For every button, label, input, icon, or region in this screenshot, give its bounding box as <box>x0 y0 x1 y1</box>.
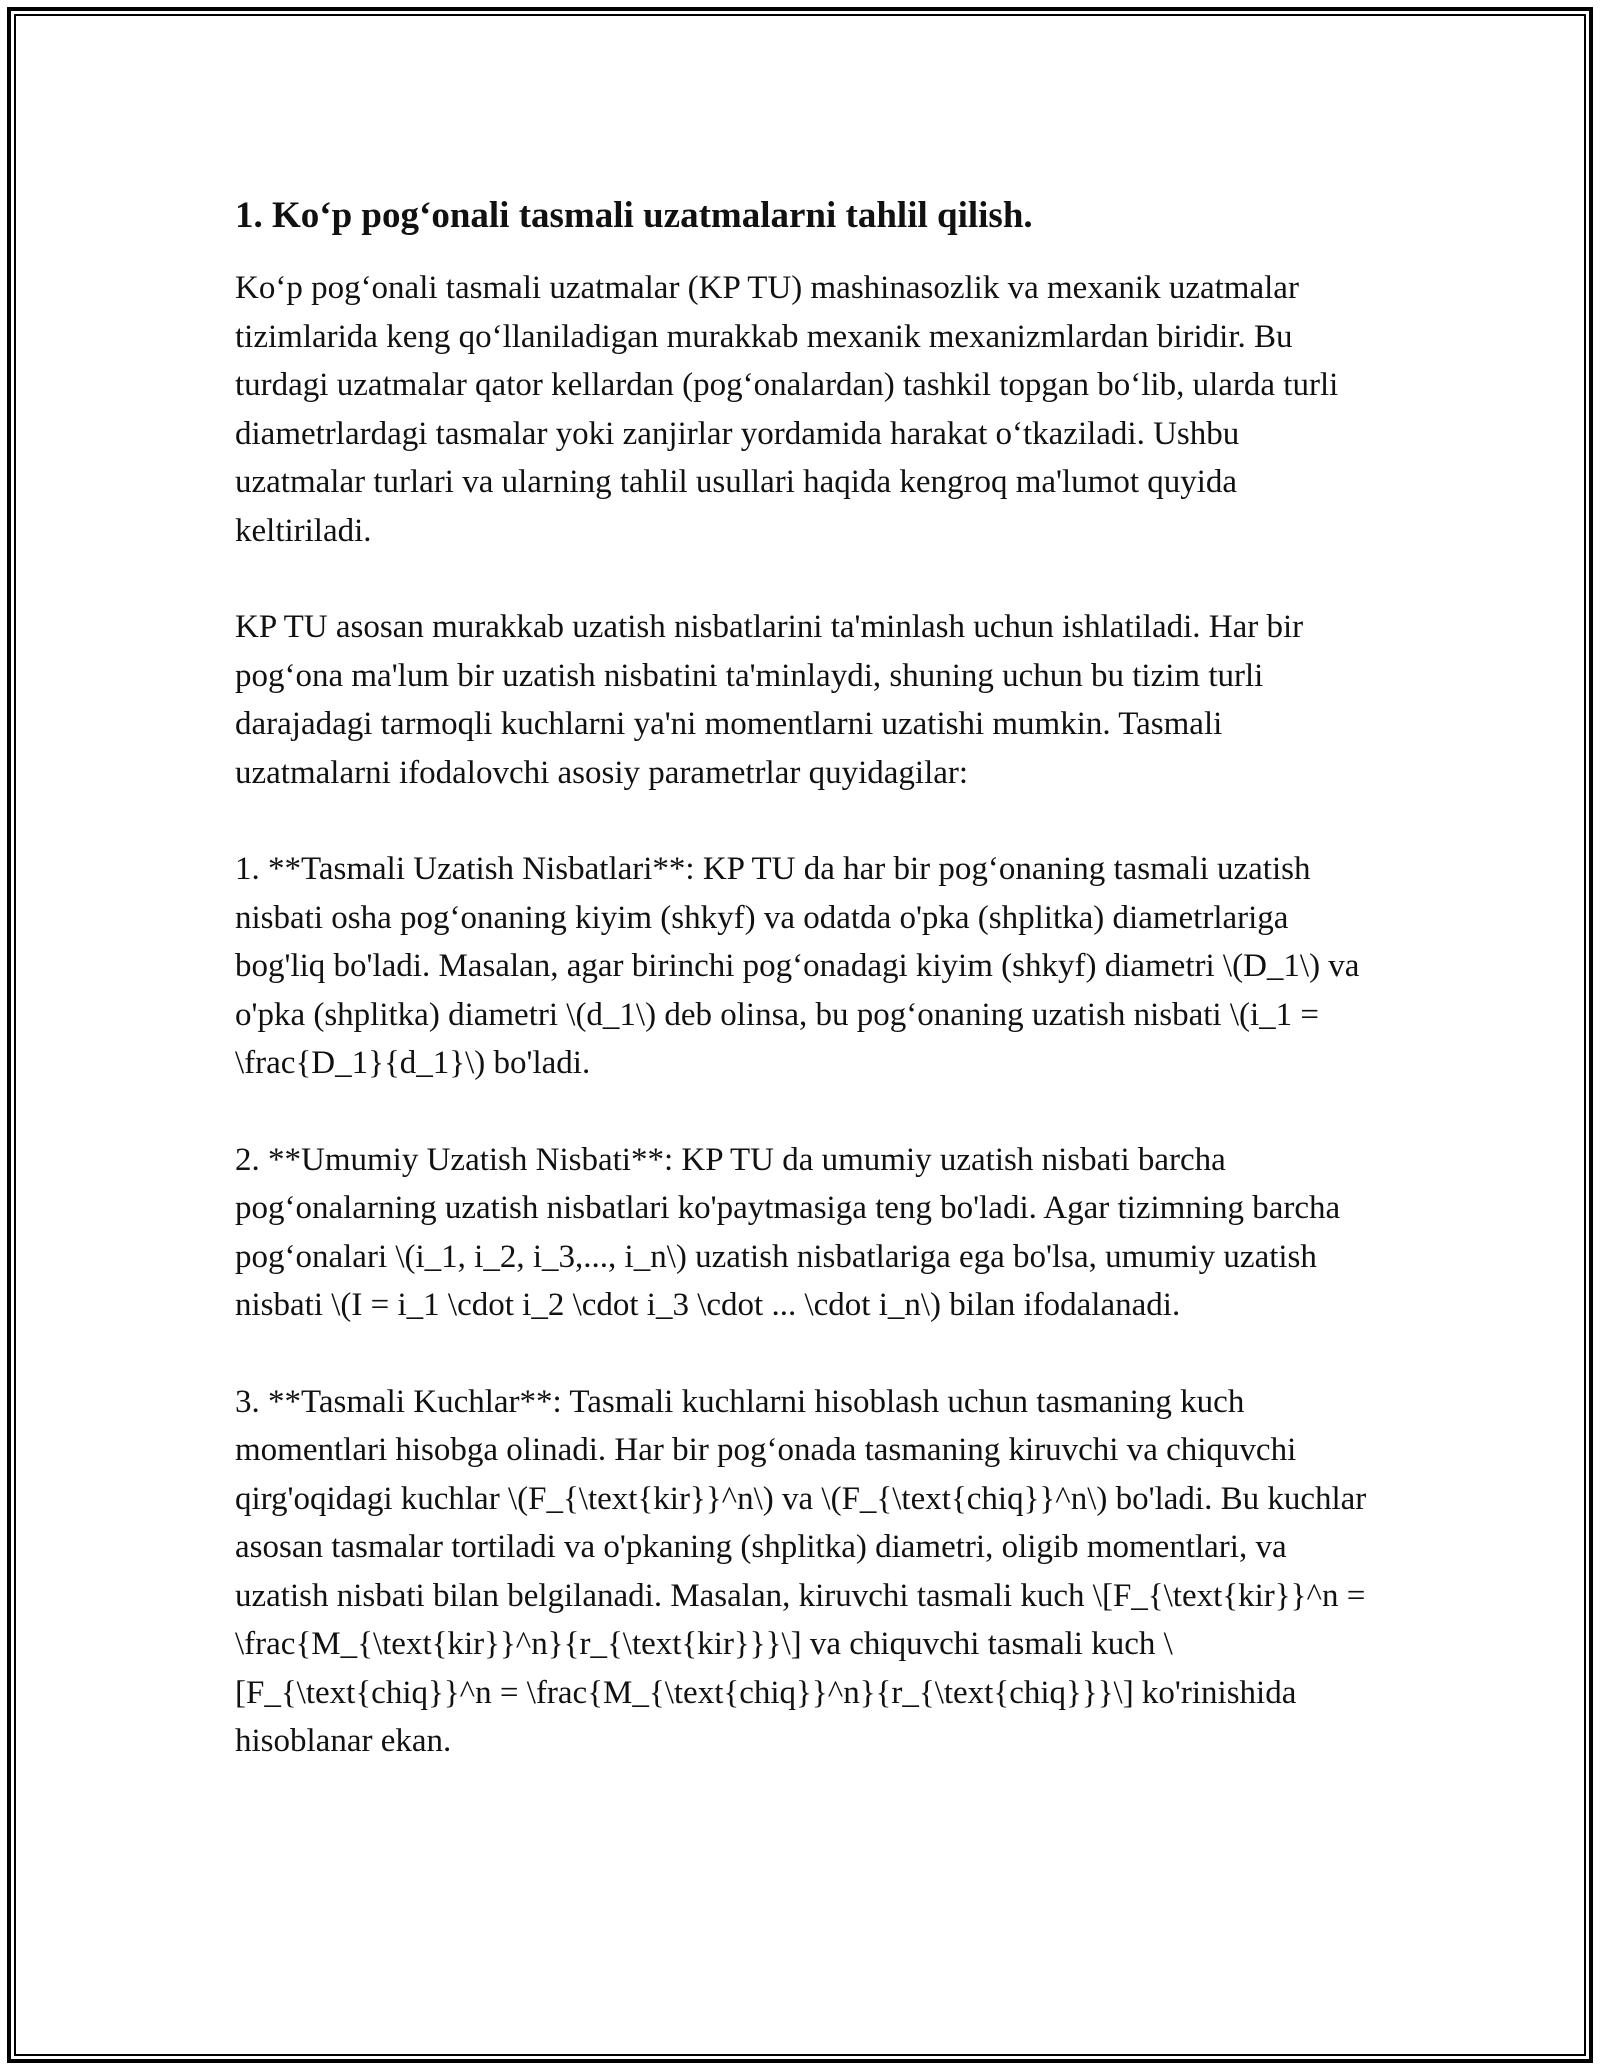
paragraph-intro: Ko‘p pog‘onali tasmali uzatmalar (KP TU) mashinasozlik va mexanik uzatmalar tizimlarida keng qo‘llaniladigan murakkab mexanik mexanizmlardan biridir. Bu turdagi uzatmalar qator kellardan (pog‘onalardan) tashkil topgan bo‘lib, ularda turli diametrlardagi tasmalar yoki zanjirlar yordamida harakat o‘tkaziladi. Ushbu uzatmalar turlari va ularning tahlil usullari haqida kengroq ma'lumot quyida keltiriladi. <box>235 270 1339 549</box>
list-item-total-ratio: 2. **Umumiy Uzatish Nisbati**: KP TU da umumiy uzatish nisbati barcha pog‘onalarning uzatish nisbatlari ko'paytmasiga teng bo'ladi. Agar tizimning barcha pog‘onalari \(i_1, i_2, i_3,..., i_n\) uzatish nisbatlariga ega bo'lsa, umumiy uzatish nisbati \(I = i_1 \cdot i_2 \cdot i_3 \cdot ... \cdot i_n\) bilan ifodalanadi. <box>235 1141 1341 1323</box>
section-heading: 1. Ko‘p pog‘onali tasmali uzatmalarni tahlil qilish. <box>235 195 1033 236</box>
document-body <box>235 188 1370 1814</box>
list-item-ratios: 1. **Tasmali Uzatish Nisbatlari**: KP TU da har bir pog‘onaning tasmali uzatish nisbati osha pog‘onaning kiyim (shkyf) va odatda o'pka (shplitka) diametrlariga bog'liq bo'ladi. Masalan, agar birinchi pog‘onadagi kiyim (shkyf) diametri \(D_1\) va o'pka (shplitka) diametri \(d_1\) deb olinsa, bu pog‘onaning uzatish nisbati \(i_1 = \frac{D_1}{d_1}\) bo'ladi. <box>235 851 1360 1081</box>
paragraph-overview: KP TU asosan murakkab uzatish nisbatlarini ta'minlash uchun ishlatiladi. Har bir pog‘ona ma'lum bir uzatish nisbatini ta'minlaydi, shuning uchun bu tizim turli darajadagi tarmoqli kuchlarni ya'ni momentlarni uzatishi mumkin. Tasmali uzatmalarni ifodalovchi asosiy parametrlar quyidagilar: <box>235 609 1304 791</box>
list-item-forces: 3. **Tasmali Kuchlar**: Tasmali kuchlarni hisoblash uchun tasmaning kuch momentlari hisobga olinadi. Har bir pog‘onada tasmaning kiruvchi va chiquvchi qirg'oqidagi kuchlar \(F_{\text{kir}}^n\) va \(F_{\text{chiq}}^n\) bo'ladi. Bu kuchlar asosan tasmalar tortiladi va o'pkaning (shplitka) diametri, oligib momentlari, va uzatish nisbati bilan belgilanadi. Masalan, kiruvchi tasmali kuch \[F_{\text{kir}}^n = \frac{M_{\text{kir}}^n}{r_{\text{kir}}}\] va chiquvchi tasmali kuch \[F_{\text{chiq}}^n = \frac{M_{\text{chiq}}^n}{r_{\text{chiq}}}\] ko'rinishida hisoblanar ekan. <box>235 1383 1367 1759</box>
